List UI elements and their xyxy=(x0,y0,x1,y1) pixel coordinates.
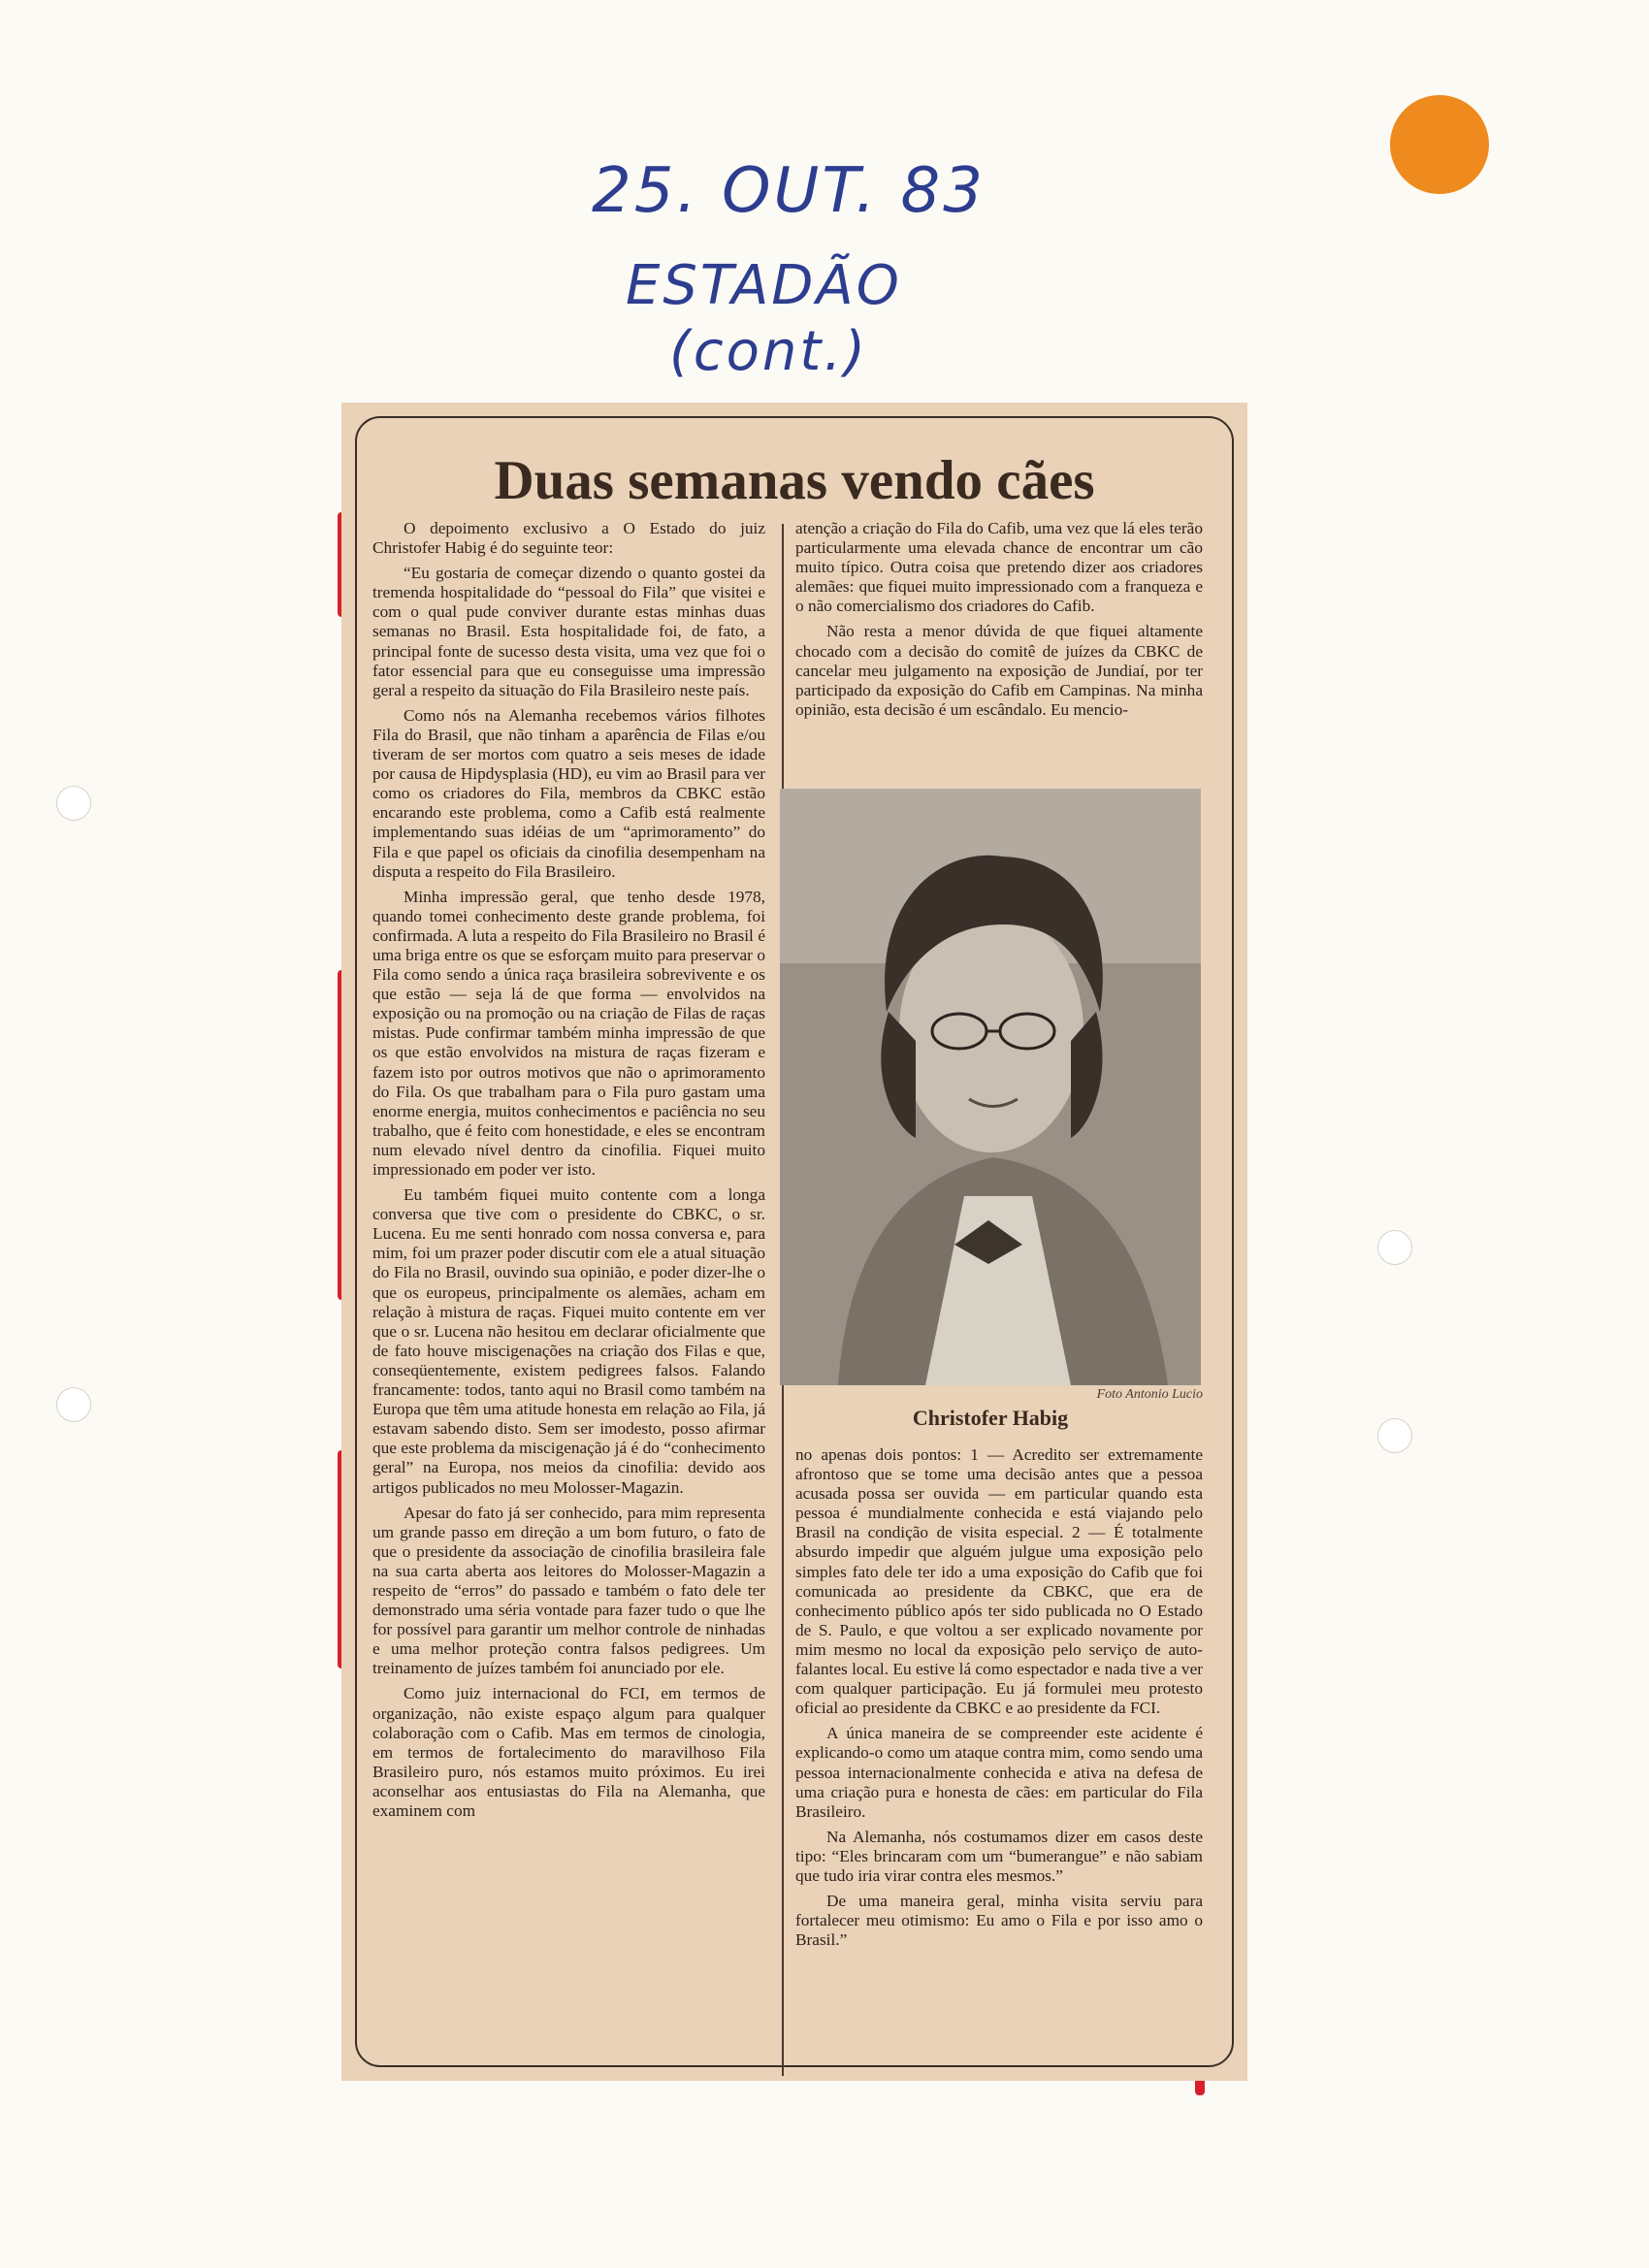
paragraph: Minha impressão geral, que tenho desde 1978, quando tomei conhecimento deste grande problema, foi confirmada. A luta a respeito do Fila Brasileiro no Brasil é uma briga entre os que se esforçam muito para preservar o Fila como sendo a única raça brasileira sobrevivente e os que estão — seja lá de que forma — envolvidos na exposição ou na promoção ou na criação de Filas de raças mistas. Pude confirmar também minha impressão de que os que estão envolvidos na mistura de raças fizeram e fazem isto por outros motivos que não o aprimoramento do Fila. Os que trabalham para o Fila puro gastam uma enorme energia, muitos conhecimentos e paciência no seu trabalho, que é feito com honestidade, e eles se encontram num elevado nível dentro da cinofilia. Fiquei muito impressionado em poder ver isto. xyxy=(372,887,765,1179)
paragraph: atenção a criação do Fila do Cafib, uma vez que lá eles terão particularmente uma elevada chance de encontrar um cão muito típico. Outra coisa que pretendo dizer aos criadores alemães: que fiquei muito impressionado com a franqueza e o não comercialismo dos criadores do Cafib. xyxy=(795,519,1203,616)
article-headline: Duas semanas vendo cães xyxy=(494,450,1095,511)
photo-credit: Foto Antonio Lucio xyxy=(1096,1387,1203,1402)
photo-caption: Christofer Habig xyxy=(912,1406,1069,1430)
paragraph: De uma maneira geral, minha visita serviu para fortalecer meu otimismo: Eu amo o Fila e por isso amo o Brasil.” xyxy=(795,1892,1203,1950)
paragraph: Como nós na Alemanha recebemos vários filhotes Fila do Brasil, que não tinham a aparência de Filas e/ou tiveram de ser mortos com quatro a seis meses de idade por causa de Hipdysplasia (HD), eu vim ao Brasil para ver como os criadores do Fila, membros da CBKC estão encarando este problema, como a Cafib está realmente implementando suas idéias de um “aprimoramento” do Fila e que papel os oficiais da cinofilia desempenham na disputa a respeito do Fila Brasileiro. xyxy=(372,705,765,881)
handwritten-continued: (cont.) xyxy=(669,320,868,383)
handwritten-date: 25. OUT. 83 xyxy=(592,155,986,227)
punch-hole-left-upper xyxy=(56,786,91,821)
paragraph: Na Alemanha, nós costumamos dizer em casos deste tipo: “Eles brincaram com um “bumerangue” e não sabiam que tudo iria virar contra eles mesmos.” xyxy=(795,1827,1203,1885)
paragraph: Não resta a menor dúvida de que fiquei altamente chocado com a decisão do comitê de juízes da CBKC de cancelar meu julgamento na exposição de Jundiaí, por ter participado da exposição do Cafib em Campinas. Na minha opinião, esta decisão é um escândalo. Eu mencio- xyxy=(795,622,1203,719)
punch-hole-left-lower xyxy=(56,1387,91,1422)
paragraph: Como juiz internacional do FCI, em termos de organização, não existe espaço algum para qualquer colaboração com o Cafib. Mas em termos de cinologia, em termos de fortalecimento do maravilhoso Fila Brasileiro puro, nós estamos muito próximos. Eu irei aconselhar aos entusiastas do Fila na Alemanha, que examinem com xyxy=(372,1684,765,1820)
right-column-bottom xyxy=(795,1445,1203,1956)
newspaper-clipping xyxy=(341,403,1247,2081)
portrait-illustration xyxy=(780,789,1201,1385)
paragraph: no apenas dois pontos: 1 — Acredito ser extremamente afrontoso que se tome uma decisão antes que a pessoa acusada possa ser ouvida — em particular quando esta pessoa é mundialmente conhecida e está viajando pelo Brasil na condição de visita especial. 2 — É totalmente absurdo impedir que alguém julgue uma exposição pelo simples fato dele ter ido a uma exposição do Cafib que foi comunicada ao presidente da CBKC, que era de conhecimento público após ter sido publicada no O Estado de S. Paulo, e que voltou a ser explicado novamente por mim mesmo no local da exposição pelo serviço de auto-falantes local. Eu estive lá como espectador e nada tive a ver com qualquer participação. Eu já formulei meu protesto oficial ao presidente da CBKC e ao presidente da FCI. xyxy=(795,1445,1203,1718)
orange-sticker xyxy=(1390,95,1489,194)
portrait-photo xyxy=(780,789,1201,1385)
punch-hole-lower xyxy=(1377,1418,1412,1453)
handwritten-newspaper: ESTADÃO xyxy=(626,254,902,317)
punch-hole-upper xyxy=(1377,1230,1412,1265)
left-column xyxy=(372,519,765,1827)
right-column-top xyxy=(795,519,1203,726)
paragraph: O depoimento exclusivo a O Estado do juiz Christofer Habig é do seguinte teor: xyxy=(372,519,765,558)
paragraph: Eu também fiquei muito contente com a longa conversa que tive com o presidente do CBKC, o sr. Lucena. Eu me senti honrado com nossa conversa e, para mim, foi um prazer poder discutir com ele a atual situação do Fila no Brasil, ouvindo sua opinião, e poder dizer-lhe o que os europeus, principalmente os alemães, acham em relação à mistura de raças. Fiquei muito contente em ver que o sr. Lucena não hesitou em declarar oficialmente que de fato houve miscigenações na criação dos Filas e que, conseqüentemente, existem pedigrees falsos. Falando francamente: todos, tanto aqui no Brasil como também na Europa que têm uma atitude honesta em relação ao Fila, já estavam sabendo disto. Sem ser imodesto, posso afirmar que este problema da miscigenação já é do “conhecimento geral” na Europa, nos meios da cinofilia: devido aos artigos publicados no meu Molosser-Magazin. xyxy=(372,1185,765,1497)
paragraph: “Eu gostaria de começar dizendo o quanto gostei da tremenda hospitalidade do “pessoal do Fila” que visitei e com o qual pude conviver durante estas minhas duas semanas no Brasil. Esta hospitalidade foi, de fato, a principal fonte de sucesso desta visita, uma vez que foi o fator essencial para que eu conseguisse uma impressão geral a respeito da situação do Fila Brasileiro neste país. xyxy=(372,564,765,699)
paragraph: Apesar do fato já ser conhecido, para mim representa um grande passo em direção a um bom futuro, o fato de que o presidente da associação de cinofilia brasileira fale na sua carta aberta aos leitores do Molosser-Magazin a respeito de “erros” do passado e também o fato dele ter demonstrado uma séria vontade para fazer tudo o que lhe for possível para garantir um melhor controle de ninhadas e uma melhor proteção contra falsos pedigrees. Um treinamento de juízes também foi anunciado por ele. xyxy=(372,1503,765,1678)
paragraph: A única maneira de se compreender este acidente é explicando-o como um ataque contra mim, como sendo uma pessoa internacionalmente conhecida e ativa na defesa de uma criação pura e honesta de cães: em particular do Fila Brasileiro. xyxy=(795,1724,1203,1821)
